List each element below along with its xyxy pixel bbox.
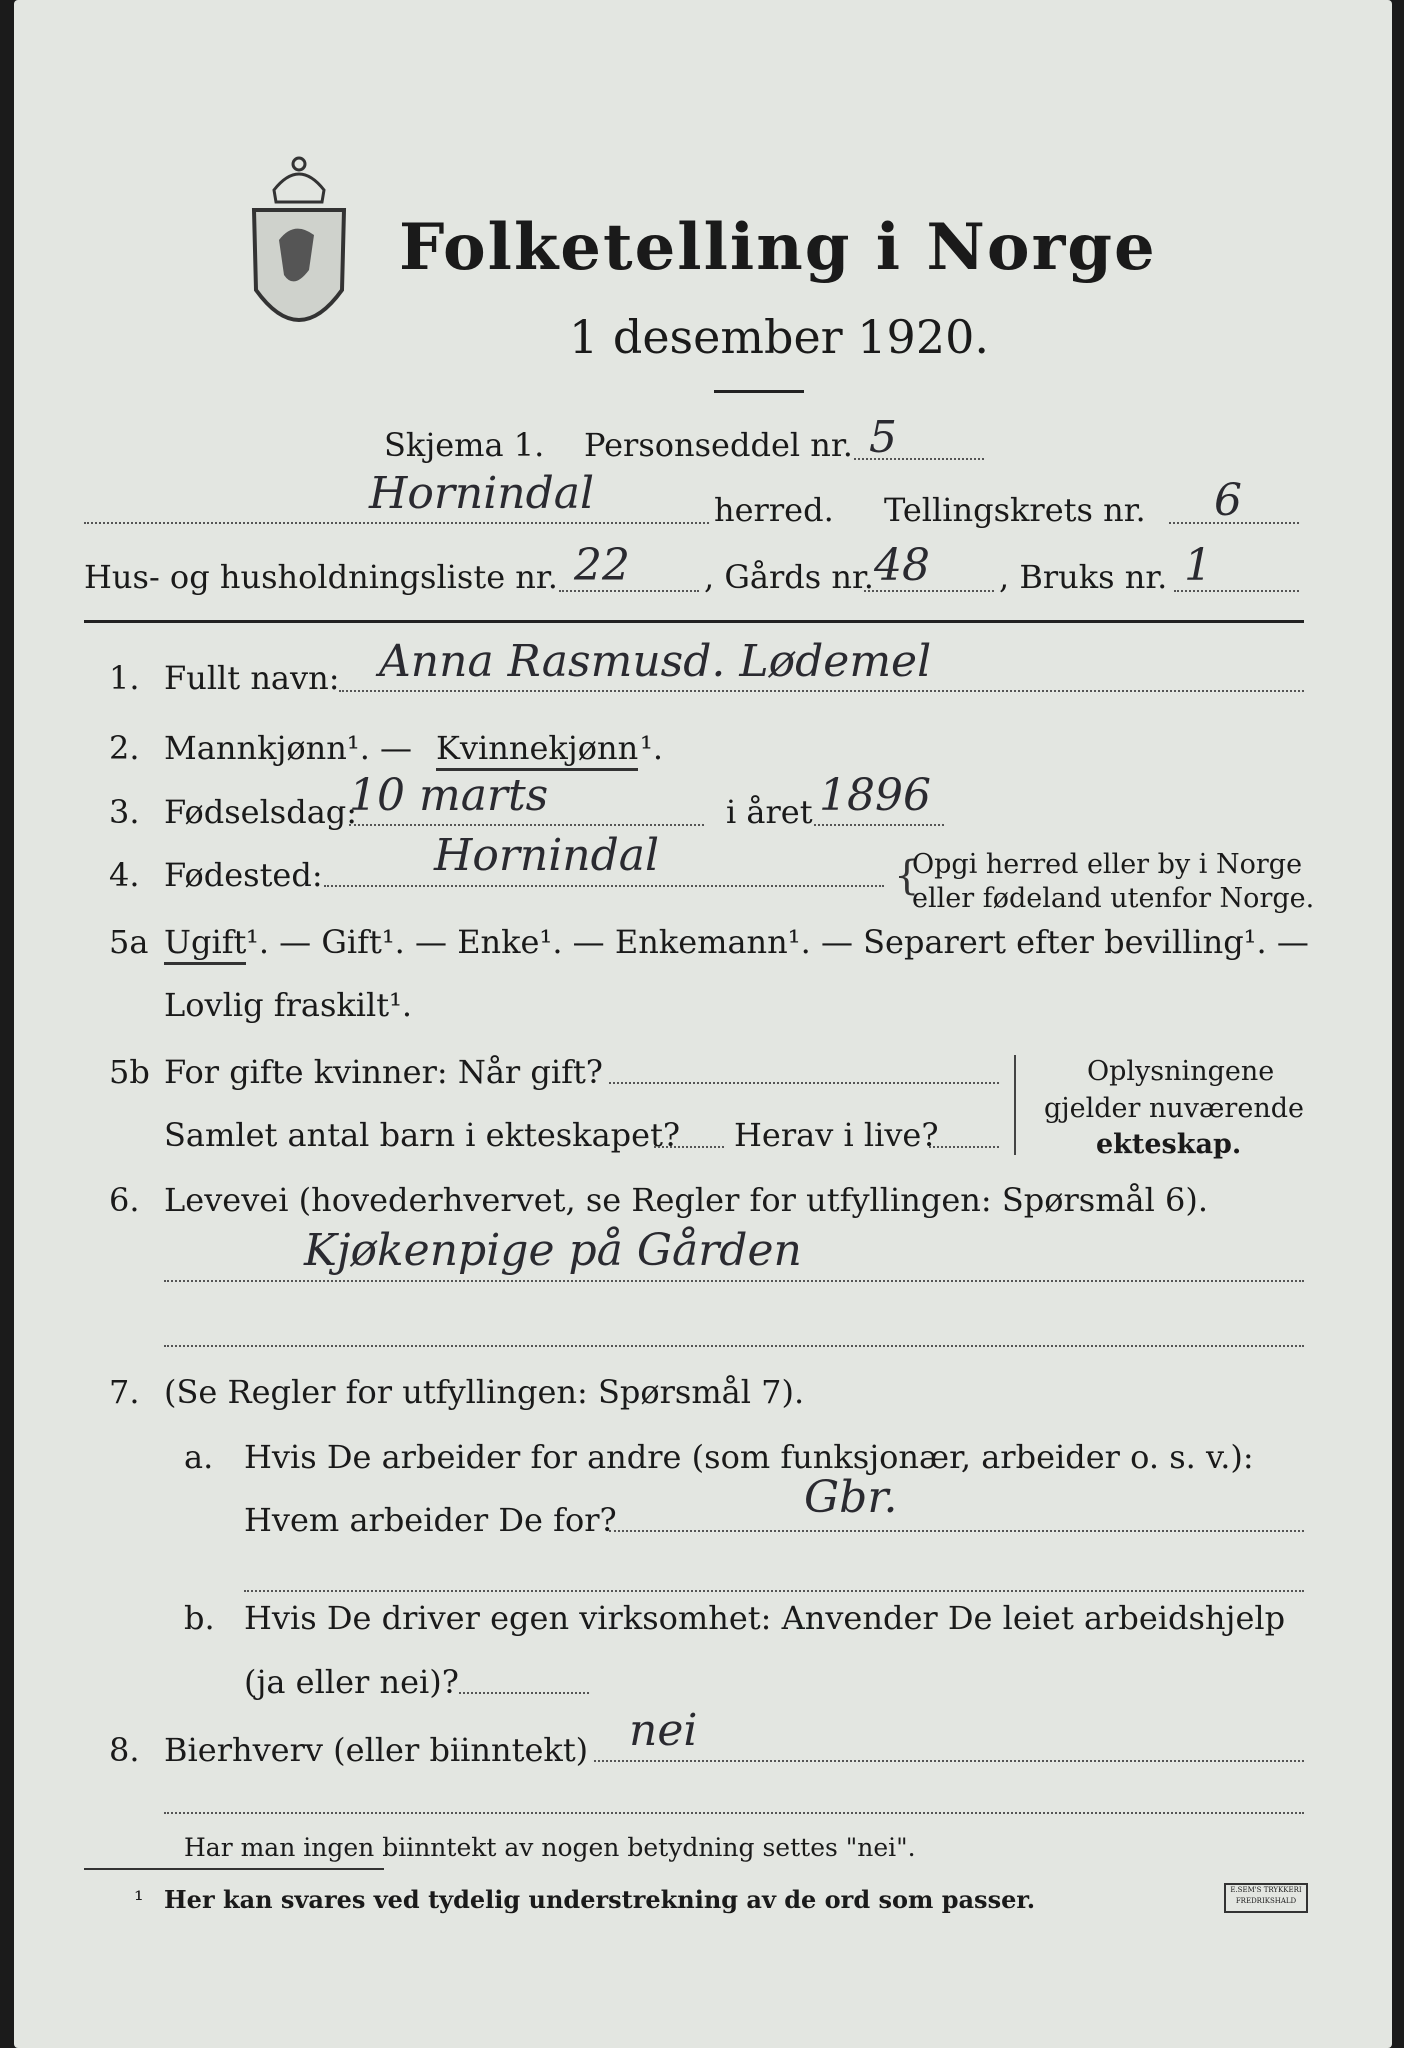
- q4-note-line2: eller fødeland utenfor Norge.: [912, 883, 1315, 914]
- q7a-value: Gbr.: [804, 1472, 898, 1523]
- q2-female-sup: ¹.: [640, 729, 663, 767]
- printer-stamp: E.SEM'S TRYKKERI FREDRIKSHALD: [1224, 1883, 1308, 1913]
- footer-note: Har man ingen biinntekt av nogen betydning settes "nei".: [184, 1833, 916, 1862]
- q4-note-line1: Opgi herred eller by i Norge: [912, 849, 1303, 880]
- q4-line: [324, 885, 884, 887]
- q5a-ugift-underlined: Ugift: [164, 922, 246, 965]
- header-rule: [84, 620, 1304, 623]
- title-divider: [714, 390, 804, 393]
- tellingskrets-label: Tellingskrets nr.: [884, 491, 1146, 529]
- footnote-mark: ¹: [134, 1886, 144, 1914]
- bruks-label: , Bruks nr.: [999, 558, 1168, 596]
- personseddel-label: Personseddel nr.: [584, 426, 853, 464]
- q4-label: Fødested:: [164, 856, 323, 894]
- q5b-children-line: [654, 1146, 724, 1148]
- q3-year-label: i året: [726, 793, 813, 831]
- q3-day-value: 10 marts: [349, 770, 549, 821]
- q8-line: [594, 1760, 1304, 1762]
- q5b-married-line: [609, 1082, 999, 1084]
- q1-number: 1.: [109, 659, 140, 697]
- q6-line1: [164, 1280, 1304, 1282]
- herred-line: [84, 522, 709, 524]
- q7b-line: [459, 1692, 589, 1694]
- coat-of-arms-emblem: [234, 150, 364, 350]
- form-date: 1 desember 1920.: [569, 310, 989, 364]
- husholdning-value: 22: [574, 540, 630, 591]
- footnote-text: Her kan svares ved tydelig understrekning av de ord som passer.: [164, 1885, 1036, 1914]
- q6-number: 6.: [109, 1181, 140, 1219]
- gards-label: , Gårds nr.: [704, 558, 874, 596]
- q5b-label1: For gifte kvinner: Når gift?: [164, 1053, 603, 1091]
- q5b-note-line3: ekteskap.: [1096, 1129, 1242, 1160]
- tellingskrets-value: 6: [1214, 475, 1242, 526]
- footnote-rule: [84, 1868, 384, 1870]
- q5a-number: 5a: [109, 923, 149, 961]
- q2-male: Mannkjønn¹. —: [164, 729, 413, 767]
- q8-number: 8.: [109, 1731, 140, 1769]
- q7b-letter: b.: [184, 1599, 215, 1637]
- q1-line: [339, 690, 1304, 692]
- q7a-line: [609, 1530, 1304, 1532]
- herred-value: Hornindal: [369, 468, 595, 519]
- form-title: Folketelling i Norge: [399, 210, 1157, 285]
- personseddel-value: 5: [869, 412, 897, 463]
- q7-number: 7.: [109, 1373, 140, 1411]
- q5a-options: ¹. — Gift¹. — Enke¹. — Enkemann¹. — Separert efter bevilling¹. —: [246, 923, 1309, 961]
- q5b-label3: Herav i live?: [734, 1116, 939, 1154]
- schema-label: Skjema 1.: [384, 426, 545, 464]
- q2-number: 2.: [109, 729, 140, 767]
- q8-extra-line: [164, 1812, 1304, 1814]
- q6-line2: [164, 1345, 1304, 1347]
- q5b-note-line2: gjelder nuværende: [1044, 1093, 1304, 1124]
- q1-label: Fullt navn:: [164, 659, 340, 697]
- q4-brace: {: [894, 853, 920, 899]
- gards-value: 48: [874, 540, 930, 591]
- q5b-label2: Samlet antal barn i ekteskapet?: [164, 1116, 681, 1154]
- q6-label: Levevei (hovederhvervet, se Regler for utfyllingen: Spørsmål 6).: [164, 1181, 1209, 1219]
- q3-year-value: 1896: [819, 770, 931, 821]
- q2-female-underlined: Kvinnekjønn: [436, 728, 638, 771]
- q7a-extra-line: [244, 1590, 1304, 1592]
- q8-value: nei: [629, 1705, 698, 1756]
- q3-label: Fødselsdag:: [164, 793, 358, 831]
- q4-number: 4.: [109, 856, 140, 894]
- census-form-sheet: [14, 0, 1392, 2048]
- bruks-value: 1: [1184, 540, 1212, 591]
- q3-number: 3.: [109, 793, 140, 831]
- q5b-brace: [1014, 1055, 1020, 1155]
- q5a-line2: Lovlig fraskilt¹.: [164, 986, 413, 1024]
- husholdning-label: Hus- og husholdningsliste nr.: [84, 558, 558, 596]
- q4-value: Hornindal: [434, 830, 660, 881]
- q7a-line1: Hvis De arbeider for andre (som funksjonær, arbeider o. s. v.):: [244, 1438, 1254, 1476]
- q7b-line2: (ja eller nei)?: [244, 1663, 459, 1701]
- q8-label: Bierhverv (eller biinntekt): [164, 1731, 589, 1769]
- q5b-alive-line: [929, 1146, 999, 1148]
- q7a-line2: Hvem arbeider De for?: [244, 1501, 617, 1539]
- q5b-note-line1: Oplysningene: [1087, 1056, 1275, 1087]
- q7b-line1: Hvis De driver egen virksomhet: Anvender De leiet arbeidshjelp: [244, 1599, 1286, 1637]
- q7a-letter: a.: [184, 1438, 214, 1476]
- q1-value: Anna Rasmusd. Lødemel: [379, 636, 932, 687]
- q7-label: (Se Regler for utfyllingen: Spørsmål 7).: [164, 1373, 805, 1411]
- q3-year-line: [814, 824, 944, 826]
- q6-value: Kjøkenpige på Gården: [304, 1225, 802, 1276]
- herred-label: herred.: [714, 491, 834, 529]
- q3-day-line: [349, 824, 704, 826]
- q5b-number: 5b: [109, 1053, 150, 1091]
